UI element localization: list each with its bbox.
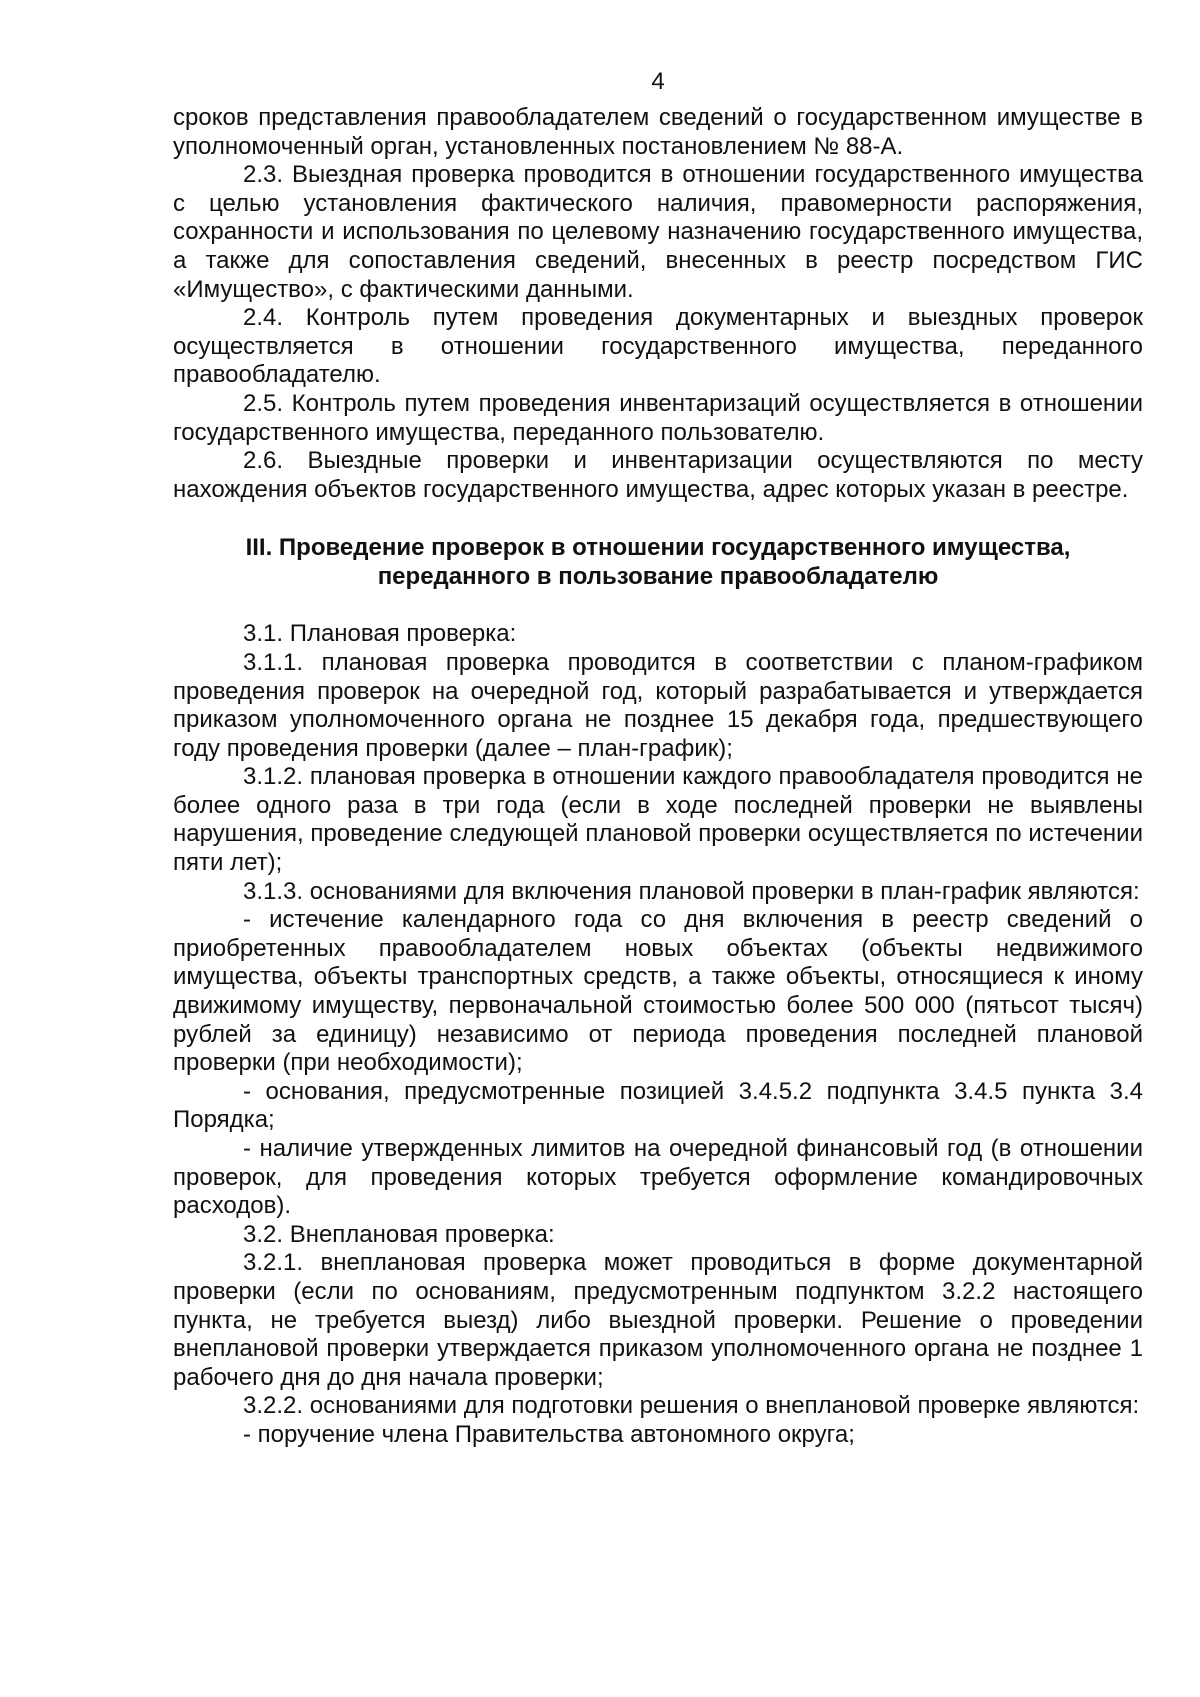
paragraph-2-3: 2.3. Выездная проверка проводится в отношении государственного имущества с целью установления фактического наличия, правомерности распоряжения, сохранности и использования по целевому назначению государственного имущества, а также для сопоставления сведений, внесенных в реестр посредством ГИС «Имущество», с фактическими данными. [173,161,1143,303]
list-item-limits: - наличие утвержденных лимитов на очередной финансовый год (в отношении проверок, для проведения которых требуется оформление командировочных расходов). [173,1135,1143,1220]
page-number: 4 [651,68,665,95]
paragraph-2-6: 2.6. Выездные проверки и инвентаризации осуществляются по месту нахождения объектов государственного имущества, адрес которых указан в реестре. [173,447,1143,503]
paragraph-3-1-3: 3.1.3. основаниями для включения плановой проверки в план-график являются: [243,877,1140,905]
list-item-government-order: - поручение члена Правительства автономного округа; [243,1420,855,1448]
paragraph-3-2-2: 3.2.2. основаниями для подготовки решения о внеплановой проверке являются: [243,1392,1140,1420]
paragraph-3-1-2: 3.1.2. плановая проверка в отношении каждого правообладателя проводится не более одного раза в три года (если в ходе последней проверки не выявлены нарушения, проведение следующей плановой проверки осуществляется по истечении пяти лет); [173,763,1143,877]
paragraph-3-1: 3.1. Плановая проверка: [243,620,517,648]
section-3-heading [173,533,1143,591]
paragraph-2-2-continuation: сроков представления правообладателем сведений о государственном имуществе в уполномоченный орган, установленных постановлением № 88-А. [173,104,1143,160]
paragraph-3-1-1: 3.1.1. плановая проверка проводится в соответствии с планом-графиком проведения проверок на очередной год, который разрабатывается и утверждается приказом уполномоченного органа не позднее 15 декабря года, предшествующего году проведения проверки (далее – план-график); [173,648,1143,762]
section-3-heading-line-1: III. Проведение проверок в отношении государственного имущества, [245,534,1071,562]
section-3-heading-line-2: переданного в пользование правообладателю [377,563,939,591]
document-page [173,68,1143,1450]
paragraph-3-2: 3.2. Внеплановая проверка: [243,1220,555,1248]
list-item-grounds: - основания, предусмотренные позицией 3.4.5.2 подпункта 3.4.5 пункта 3.4 Порядка; [173,1077,1143,1134]
paragraph-2-4: 2.4. Контроль путем проведения документарных и выездных проверок осуществляется в отношении государственного имущества, переданного правообладателю. [173,304,1143,389]
paragraph-2-5: 2.5. Контроль путем проведения инвентаризаций осуществляется в отношении государственного имущества, переданного пользователю. [173,389,1143,446]
list-item-calendar-year: - истечение календарного года со дня включения в реестр сведений о приобретенных правообладателем новых объектах (объекты недвижимого имущества, объекты транспортных средств, а также объекты, относящиеся к иному движимому имуществу, первоначальной стоимостью более 500 000 (пятьсот тысяч) рублей за единицу) независимо от периода проведения последней плановой проверки (при необходимости); [173,906,1143,1077]
paragraph-3-2-1: 3.2.1. внеплановая проверка может проводиться в форме документарной проверки (если по основаниям, предусмотренным подпунктом 3.2.2 настоящего пункта, не требуется выезд) либо выездной проверки. Решение о проведении внеплановой проверки утверждается приказом уполномоченного органа не позднее 1 рабочего дня до дня начала проверки; [173,1249,1143,1391]
